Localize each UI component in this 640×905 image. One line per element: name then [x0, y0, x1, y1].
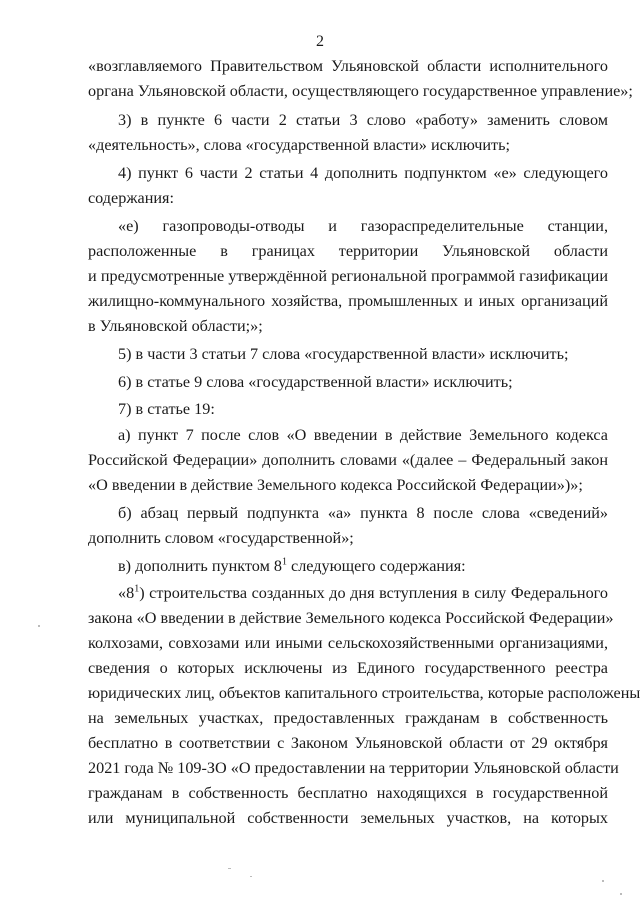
text-line: сведения о которых исключены из Единого государственного реестра — [88, 659, 608, 677]
text-fragment: ) строительства созданных до дня вступления в силу Федерального — [139, 584, 608, 602]
text-line: органа Ульяновской области, осуществляющего государственное управление»; — [88, 82, 633, 100]
text-line: 2021 года № 109-ЗО «О предоставлении на территории Ульяновской области — [88, 759, 619, 777]
text-line: 4) пункт 6 части 2 статьи 4 дополнить подпунктом «е» следующего — [118, 164, 608, 182]
text-line: «возглавляемого Правительством Ульяновской области исполнительного — [88, 57, 608, 75]
text-line: бесплатно в соответствии с Законом Ульяновской области от 29 октября — [88, 734, 608, 752]
text-line-with-superscript — [118, 582, 608, 604]
superscript: 1 — [281, 556, 287, 568]
page-number: 2 — [316, 33, 324, 50]
scan-speck — [620, 893, 622, 895]
text-line: 5) в части 3 статьи 7 слова «государственной власти» исключить; — [118, 345, 569, 363]
text-line: гражданам в собственность бесплатно находящихся в государственной — [88, 784, 608, 802]
text-line: 6) в статье 9 слова «государственной власти» исключить; — [118, 373, 513, 391]
text-line: и предусмотренные утверждённой региональной программой газификации — [88, 267, 608, 285]
text-line: «е) газопроводы-отводы и газораспределительные станции, — [118, 217, 608, 235]
scan-speck — [602, 880, 604, 882]
text-line: а) пункт 7 после слов «О введении в действие Земельного кодекса — [118, 426, 608, 444]
text-line: юридических лиц, объектов капитального строительства, которые расположены — [88, 684, 640, 702]
text-line: «О введении в действие Земельного кодекса Российской Федерации»)»; — [88, 476, 583, 494]
scan-speck — [38, 625, 40, 627]
text-line: закона «О введении в действие Земельного кодекса Российской Федерации» — [88, 609, 614, 627]
text-line: колхозами, совхозами или иными сельскохозяйственными организациями, — [88, 634, 608, 652]
text-line: «деятельность», слова «государственной власти» исключить; — [88, 136, 510, 154]
text-fragment: в) дополнить пунктом 8 — [118, 557, 282, 575]
text-line: 3) в пункте 6 части 2 статьи 3 слово «работу» заменить словом — [118, 111, 608, 129]
text-line: жилищно-коммунального хозяйства, промышленных и иных организаций — [88, 292, 608, 310]
text-line: в Ульяновской области;»; — [88, 317, 263, 335]
text-fragment: «8 — [118, 584, 135, 602]
text-line: или муниципальной собственности земельных участков, на которых — [88, 809, 608, 827]
scan-speck — [228, 868, 231, 869]
text-line: Российской Федерации» дополнить словами «(далее – Федеральный закон — [88, 451, 608, 469]
scan-speck — [250, 876, 252, 877]
superscript: 1 — [134, 583, 140, 595]
text-fragment: следующего содержания: — [286, 557, 466, 575]
text-line: 7) в статье 19: — [118, 400, 215, 418]
text-line: дополнить словом «государственной»; — [88, 529, 354, 547]
text-line: содержания: — [88, 189, 174, 207]
text-line-with-superscript — [118, 555, 608, 577]
text-line: б) абзац первый подпункта «а» пункта 8 после слова «сведений» — [118, 504, 608, 522]
text-line: на земельных участках, предоставленных гражданам в собственность — [88, 709, 608, 727]
text-line: расположенные в границах территории Ульяновской области — [88, 242, 608, 260]
